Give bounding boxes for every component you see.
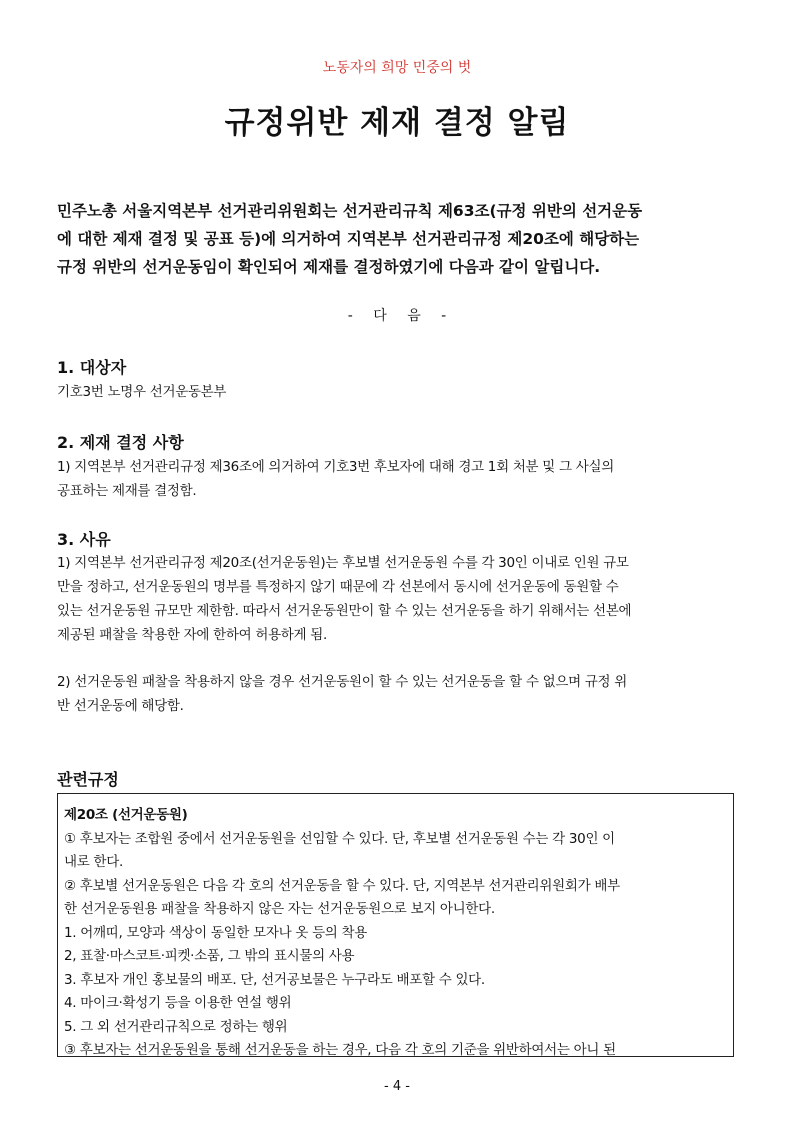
follow-heading: - 다 음 - bbox=[347, 308, 447, 324]
body-line: 제공된 패찰을 착용한 자에 한하여 허용하게 됨. bbox=[57, 627, 328, 643]
rule-heading: 제20조 (선거운동원) bbox=[64, 807, 188, 823]
intro-line: 규정 위반의 선거운동임이 확인되어 제재를 결정하였기에 다음과 같이 알립니다. bbox=[57, 258, 601, 276]
body-line: 1) 지역본부 선거관리규정 제36조에 의거하여 기호3번 후보자에 대해 경고 1회 처분 및 그 사실의 bbox=[57, 459, 614, 475]
page-title: 규정위반 제재 결정 알림 bbox=[224, 105, 570, 141]
section-reason-body-1 bbox=[57, 551, 737, 647]
body-line: 기호3번 노명우 선거운동본부 bbox=[57, 384, 227, 400]
rule-line: 1. 어깨띠, 모양과 색상이 동일한 모자나 옷 등의 착용 bbox=[64, 924, 368, 941]
section-reason-body-2 bbox=[57, 670, 737, 718]
body-line: 있는 선거운동원 규모만 제한함. 따라서 선거운동원만이 할 수 있는 선거운동을 하기 위해서는 선본에 bbox=[57, 603, 632, 619]
rule-line: 4. 마이크·확성기 등을 이용한 연설 행위 bbox=[64, 995, 292, 1011]
rule-line: ① 후보자는 조합원 중에서 선거운동원을 선임할 수 있다. 단, 후보별 선거운동원 수는 각 30인 이 bbox=[64, 830, 615, 847]
rule-line: 3. 후보자 개인 홍보물의 배포. 단, 선거공보물은 누구라도 배포할 수 있다. bbox=[64, 971, 485, 988]
body-line: 반 선거운동에 해당함. bbox=[57, 698, 184, 714]
body-line: 1) 지역본부 선거관리규정 제20조(선거운동원)는 후보별 선거운동원 수를 각 30인 이내로 인원 규모 bbox=[57, 555, 629, 571]
body-line: 2) 선거운동원 패찰을 착용하지 않을 경우 선거운동원이 할 수 있는 선거운동을 할 수 없으며 규정 위 bbox=[57, 674, 628, 690]
rule-line: 5. 그 외 선거관리규칙으로 정하는 행위 bbox=[64, 1018, 288, 1035]
body-line: 만을 정하고, 선거운동원의 명부를 특정하지 않기 때문에 각 선본에서 동시에 선거운동에 동원할 수 bbox=[57, 579, 619, 595]
related-rules-box bbox=[57, 793, 734, 1057]
rule-line: ② 후보별 선거운동원은 다음 각 호의 선거운동을 할 수 있다. 단, 지역본부 선거관리위원회가 배부 bbox=[64, 877, 620, 894]
slogan: 노동자의 희망 민중의 벗 bbox=[322, 60, 472, 76]
rule-line: 내로 한다. bbox=[64, 854, 123, 870]
intro-line: 에 대한 제재 결정 및 공표 등)에 의거하여 지역본부 선거관리규정 제20조에 해당하는 bbox=[57, 230, 640, 248]
section-heading-target: 1. 대상자 bbox=[57, 358, 127, 377]
page-number: - 4 - bbox=[384, 1079, 410, 1094]
rule-line: 한 선거운동원용 패찰을 착용하지 않은 자는 선거운동원으로 보지 아니한다. bbox=[64, 901, 495, 917]
body-line: 공표하는 제재를 결정함. bbox=[57, 483, 197, 499]
intro-paragraph bbox=[57, 197, 737, 281]
intro-line: 민주노총 서울지역본부 선거관리위원회는 선거관리규칙 제63조(규정 위반의 선거운동 bbox=[57, 202, 643, 220]
rule-line: 2, 표찰·마스코트·피켓·소품, 그 밖의 표시물의 사용 bbox=[64, 948, 355, 964]
section-decision-body bbox=[57, 455, 737, 503]
section-heading-reason: 3. 사유 bbox=[57, 530, 111, 549]
related-rules-title: 관련규정 bbox=[57, 770, 119, 789]
section-target-body bbox=[57, 380, 737, 404]
section-heading-decision: 2. 제재 결정 사항 bbox=[57, 433, 184, 452]
rule-line: ③ 후보자는 선거운동원을 통해 선거운동을 하는 경우, 다음 각 호의 기준을 위반하여서는 아니 된 bbox=[64, 1042, 616, 1057]
